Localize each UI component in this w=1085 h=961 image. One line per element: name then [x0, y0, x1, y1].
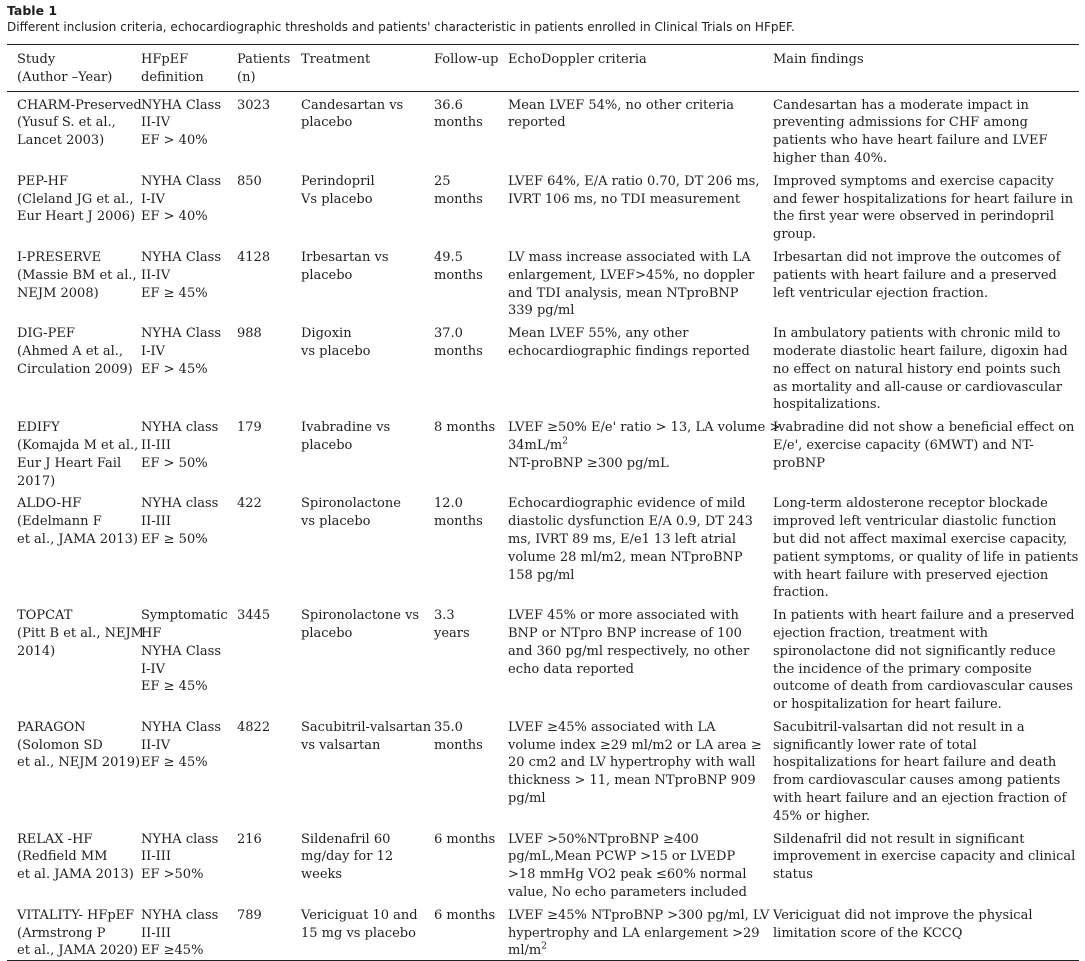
cell-line: placebo [301, 115, 353, 131]
cell-line: 36.6 [434, 97, 463, 113]
cell-findings [763, 602, 1079, 714]
cell-treatment [291, 902, 424, 961]
cell-line: Symptomatic [141, 608, 228, 624]
cell-line [508, 437, 763, 455]
cell-line: NYHA Class [141, 719, 222, 735]
cell-text: Irbesartan did not improve the outcomes of patients with heart failure and a preserved left ventricular ejection fraction. [773, 249, 1061, 301]
cell-line: NYHA class [141, 496, 219, 512]
cell-line: months [434, 343, 483, 359]
cell-treatment [291, 602, 424, 714]
cell-patients: 179 [237, 420, 262, 436]
cell-text: LVEF 45% or more associated with BNP or NTpro BNP increase of 100 and 360 pg/ml respectively, no other echo data reported [508, 608, 750, 677]
cell-line: hypertrophy and LA enlargement >29 [508, 925, 760, 941]
cell-line: Ivabradine vs [301, 420, 391, 436]
cell-findings [763, 91, 1079, 168]
cell-treatment [291, 91, 424, 168]
cell-line: et al. JAMA 2013) [17, 867, 134, 883]
cell-treatment [291, 714, 432, 826]
cell-findings [763, 902, 1079, 961]
cell-line: NEJM 2008) [17, 285, 99, 301]
cell-line: Sacubitril-valsartan [301, 719, 432, 735]
cell-line: NT-proBNP ≥300 pg/mL [508, 455, 669, 471]
echo-text: ml/m [508, 943, 542, 959]
cell-line: II-IV [141, 267, 171, 283]
cell-patients: 3023 [237, 97, 271, 113]
cell-definition [131, 826, 227, 902]
cell-line: 35.0 [434, 719, 463, 735]
header-line: Follow-up [434, 52, 499, 67]
cell-line: EF >50% [141, 867, 204, 883]
cell-definition [131, 414, 227, 490]
table-row [7, 826, 1079, 902]
cell-line: I-IV [141, 343, 166, 359]
cell-line: I-PRESERVE [17, 249, 102, 265]
cell-line: DIG-PEF [17, 326, 75, 342]
cell-echo [498, 320, 763, 414]
header-line: HFpEF [141, 52, 189, 67]
cell-line: Digoxin [301, 326, 352, 342]
cell-definition [131, 244, 227, 320]
cell-line: placebo [301, 267, 353, 283]
cell-echo [498, 244, 763, 320]
cell-followup [424, 714, 498, 826]
cell-line: NYHA Class [141, 173, 222, 189]
cell-line: Irbesartan vs [301, 249, 389, 265]
column-header-treatment [291, 45, 424, 92]
cell-line: years [434, 625, 470, 641]
cell-line: II-III [141, 437, 172, 453]
cell-text: Long-term aldosterone receptor blockade improved left ventricular diastolic function but did not affect maximal exercise capacity, patient symptoms, or quality of life in patients with heart failure with preserved ejection fraction. [773, 496, 1079, 601]
cell-text: Ivabradine did not show a beneficial effect on E/e', exercise capacity (6MWT) and NT-proBNP [773, 420, 1075, 471]
cell-study [7, 490, 138, 602]
cell-text: Mean LVEF 55%, any other echocardiographic findings reported [508, 326, 750, 359]
trials-table [7, 44, 1079, 961]
cell-followup [424, 902, 498, 961]
cell-line: NYHA class [141, 907, 219, 923]
cell-line [508, 942, 763, 960]
cell-followup [424, 168, 498, 244]
cell-followup [424, 320, 498, 414]
cell-line: vs valsartan [301, 737, 381, 753]
cell-line: NYHA Class [141, 643, 222, 659]
cell-line: LVEF ≥50% E/e' ratio > 13, LA volume > [508, 420, 781, 436]
cell-line: (Cleland JG et al., [17, 191, 134, 207]
cell-study [7, 414, 139, 490]
cell-patients: 422 [237, 496, 262, 512]
table-description: Different inclusion criteria, echocardiographic thresholds and patients' characteristic in patients enrolled in Clinical Trials on HFpEF. [7, 20, 795, 34]
cell-study [7, 168, 136, 244]
cell-echo [498, 714, 763, 826]
cell-line: EF ≥45% [141, 943, 204, 959]
cell-line: NYHA Class [141, 249, 222, 265]
cell-line: II-III [141, 925, 172, 941]
cell-text: Improved symptoms and exercise capacity and fewer hospitalizations for heart failure in the first year were observed in perindopril group. [773, 173, 1074, 243]
table-caption [7, 3, 1079, 36]
cell-line: Eur J Heart Fail [17, 455, 122, 471]
table-row [7, 320, 1079, 414]
cell-line: (Massie BM et al., [17, 267, 137, 283]
cell-line: Sildenafril 60 [301, 831, 391, 847]
cell-study [7, 602, 144, 714]
cell-definition [131, 91, 227, 168]
cell-followup [424, 414, 498, 490]
cell-definition [131, 902, 227, 961]
cell-patients: 988 [237, 326, 262, 342]
cell-followup [424, 490, 498, 602]
cell-echo [498, 414, 781, 490]
cell-findings [763, 714, 1079, 826]
cell-treatment [291, 168, 424, 244]
cell-line: EF > 40% [141, 209, 208, 225]
cell-line: (Komajda M et al., [17, 437, 139, 453]
cell-line: NYHA Class [141, 97, 222, 113]
cell-text: LVEF 64%, E/A ratio 0.70, DT 206 ms, IVRT 106 ms, no TDI measurement [508, 173, 760, 207]
cell-line: EF ≥ 45% [141, 285, 208, 301]
cell-line: NYHA class [141, 831, 219, 847]
cell-text: Sildenafril did not result in significant improvement in exercise capacity and clinical status [773, 831, 1076, 883]
echo-text: 34mL/m [508, 437, 563, 453]
header-line: Main findings [773, 52, 864, 67]
cell-line: ALDO-HF [17, 496, 82, 512]
cell-line: VITALITY- HFpEF [17, 907, 135, 923]
cell-line: weeks [301, 867, 343, 883]
cell-line: months [434, 514, 483, 530]
table-row [7, 244, 1079, 320]
cell-line: months [434, 191, 483, 207]
table-row [7, 414, 1079, 490]
cell-followup [424, 244, 498, 320]
cell-line: EDIFY [17, 420, 60, 436]
cell-line: EF ≥ 45% [141, 679, 208, 695]
cell-line: (Armstrong P [17, 925, 106, 941]
cell-patients: 3445 [237, 608, 271, 624]
cell-line: months [434, 737, 483, 753]
cell-line: 6 months [434, 831, 496, 847]
cell-treatment [291, 490, 424, 602]
cell-definition [131, 320, 227, 414]
table-row [7, 490, 1079, 602]
cell-echo [498, 826, 763, 902]
cell-line: months [434, 267, 483, 283]
cell-line: et al., JAMA 2020) [17, 943, 138, 959]
cell-line: (Yusuf S. et al., [17, 115, 116, 131]
cell-findings [763, 320, 1079, 414]
cell-findings [763, 826, 1079, 902]
cell-patients: 4822 [237, 719, 271, 735]
cell-line: I-IV [141, 191, 166, 207]
header-line: EchoDoppler criteria [508, 52, 647, 67]
cell-followup [424, 91, 498, 168]
cell-line: (Redfield MM [17, 849, 108, 865]
cell-line: Lancet 2003) [17, 133, 105, 149]
cell-line: 2017) [17, 473, 56, 489]
cell-line: Perindopril [301, 173, 375, 189]
header-line: Patients [237, 52, 291, 67]
cell-study [7, 91, 142, 168]
cell-line: EF > 40% [141, 133, 208, 149]
cell-line: PEP-HF [17, 173, 69, 189]
column-header-findings [763, 45, 1079, 92]
cell-echo [498, 168, 763, 244]
cell-line: CHARM-Preserved [17, 97, 142, 113]
cell-patients: 789 [237, 907, 262, 923]
cell-text: Mean LVEF 54%, no other criteria reported [508, 97, 735, 131]
cell-text: LVEF ≥45% associated with LA volume index ≥29 ml/m2 or LA area ≥ 20 cm2 and LV hypertrophy with wall thickness > 11, mean NTproBNP 909 pg/ml [508, 719, 762, 807]
cell-definition [131, 490, 227, 602]
table-header-row [7, 45, 1079, 92]
superscript: 2 [562, 436, 568, 447]
cell-line: Vericiguat 10 and [301, 907, 418, 923]
cell-line: et al., JAMA 2013) [17, 531, 138, 547]
table-row [7, 902, 1079, 961]
cell-text: Vericiguat did not improve the physical limitation score of the KCCQ [773, 907, 1033, 941]
cell-line: NYHA class [141, 420, 219, 436]
cell-followup [424, 826, 498, 902]
cell-line: LVEF ≥45% NTproBNP >300 pg/ml, LV [508, 907, 770, 923]
cell-findings [763, 414, 1079, 490]
cell-line: placebo [301, 625, 353, 641]
header-line: Treatment [301, 52, 371, 67]
cell-line: Spironolactone [301, 496, 401, 512]
cell-study [7, 320, 131, 414]
cell-echo [498, 602, 763, 714]
cell-text: In patients with heart failure and a preserved ejection fraction, treatment with spironolactone did not significantly reduce the incidence of the primary composite outcome of death from cardiovascular causes or hospitalization for heart failure. [773, 608, 1075, 713]
cell-line: vs placebo [301, 343, 371, 359]
cell-patients: 850 [237, 173, 262, 189]
cell-patients: 216 [237, 831, 262, 847]
cell-line: NYHA Class [141, 326, 222, 342]
cell-patients: 4128 [237, 249, 271, 265]
cell-treatment [291, 414, 424, 490]
cell-treatment [291, 244, 424, 320]
cell-line: PARAGON [17, 719, 86, 735]
column-header-definition [131, 45, 227, 92]
cell-line: 2014) [17, 643, 56, 659]
cell-line: I-IV [141, 661, 166, 677]
header-line: definition [141, 69, 204, 85]
header-line: Study [17, 52, 56, 67]
cell-line: vs placebo [301, 514, 371, 530]
table-row [7, 602, 1079, 714]
cell-definition [131, 714, 227, 826]
cell-line: Vs placebo [301, 191, 373, 207]
cell-line: 8 months [434, 420, 496, 436]
cell-line: (Ahmed A et al., [17, 343, 124, 359]
cell-study [7, 714, 141, 826]
table-label: Table 1 [7, 3, 58, 18]
cell-line: (Solomon SD [17, 737, 103, 753]
cell-line: Circulation 2009) [17, 361, 133, 377]
cell-line: months [434, 115, 483, 131]
cell-line: RELAX -HF [17, 831, 93, 847]
superscript: 2 [541, 942, 547, 953]
cell-line: 37.0 [434, 326, 463, 342]
cell-text: LV mass increase associated with LA enlargement, LVEF>45%, no doppler and TDI analysis, mean NTproBNP 339 pg/ml [508, 249, 755, 319]
cell-line: (Pitt B et al., NEJM [17, 625, 144, 641]
cell-definition [131, 602, 227, 714]
cell-line: II-IV [141, 115, 171, 131]
cell-line: 25 [434, 173, 451, 189]
cell-text: LVEF >50%NTproBNP ≥400 pg/mL,Mean PCWP >15 or LVEDP >18 mmHg VO2 peak ≤60% normal value, No echo parameters included [508, 831, 747, 901]
cell-line: II-III [141, 849, 172, 865]
column-header-echo [498, 45, 763, 92]
cell-treatment [291, 320, 424, 414]
cell-echo [498, 490, 763, 602]
column-header-study [7, 45, 131, 92]
cell-line: Spironolactone vs [301, 608, 420, 624]
cell-line: EF ≥ 50% [141, 531, 208, 547]
cell-line: II-III [141, 514, 172, 530]
cell-line: mg/day for 12 [301, 849, 394, 865]
cell-definition [131, 168, 227, 244]
cell-text: In ambulatory patients with chronic mild to moderate diastolic heart failure, digoxin had no effect on natural history end points such as mortality and all-cause or cardiovascular hospitalizations. [773, 326, 1068, 413]
cell-treatment [291, 826, 424, 902]
cell-line: 49.5 [434, 249, 463, 265]
cell-findings [763, 490, 1079, 602]
cell-line: EF > 50% [141, 455, 208, 471]
column-header-patients [227, 45, 291, 92]
cell-line: EF ≥ 45% [141, 755, 208, 771]
cell-line: 12.0 [434, 496, 463, 512]
cell-line: (Edelmann F [17, 514, 102, 530]
cell-study [7, 902, 138, 961]
cell-followup [424, 602, 498, 714]
table-row [7, 168, 1079, 244]
table-row [7, 714, 1079, 826]
cell-line: II-IV [141, 737, 171, 753]
cell-line: et al., NEJM 2019) [17, 755, 141, 771]
cell-line: 3.3 [434, 608, 455, 624]
cell-line: Candesartan vs [301, 97, 404, 113]
cell-study [7, 826, 134, 902]
cell-text: Candesartan has a moderate impact in preventing admissions for CHF among patients who have heart failure and LVEF higher than 40%. [773, 97, 1048, 166]
header-line: (Author –Year) [17, 69, 113, 85]
column-header-followup [424, 45, 498, 92]
cell-line: EF > 45% [141, 361, 208, 377]
cell-text: Echocardiographic evidence of mild diastolic dysfunction E/A 0.9, DT 243 ms, IVRT 89 ms, E/e1 13 left atrial volume 28 ml/m2, mean NTproBNP 158 pg/ml [508, 496, 753, 583]
cell-study [7, 244, 137, 320]
cell-line: 6 months [434, 907, 496, 923]
cell-line: HF [141, 625, 162, 641]
cell-findings [763, 244, 1079, 320]
cell-text: Sacubitril-valsartan did not result in a significantly lower rate of total hospitalizations for heart failure and death from cardiovascular causes among patients with heart failure and an ejection fraction of 45% or higher. [773, 719, 1067, 824]
cell-line: placebo [301, 437, 353, 453]
cell-line: Eur Heart J 2006) [17, 209, 136, 225]
cell-line: TOPCAT [17, 608, 73, 624]
cell-line: 15 mg vs placebo [301, 925, 416, 941]
header-line: (n) [237, 69, 256, 85]
table-row [7, 91, 1079, 168]
cell-echo [498, 91, 763, 168]
cell-echo [498, 902, 770, 961]
cell-findings [763, 168, 1079, 244]
